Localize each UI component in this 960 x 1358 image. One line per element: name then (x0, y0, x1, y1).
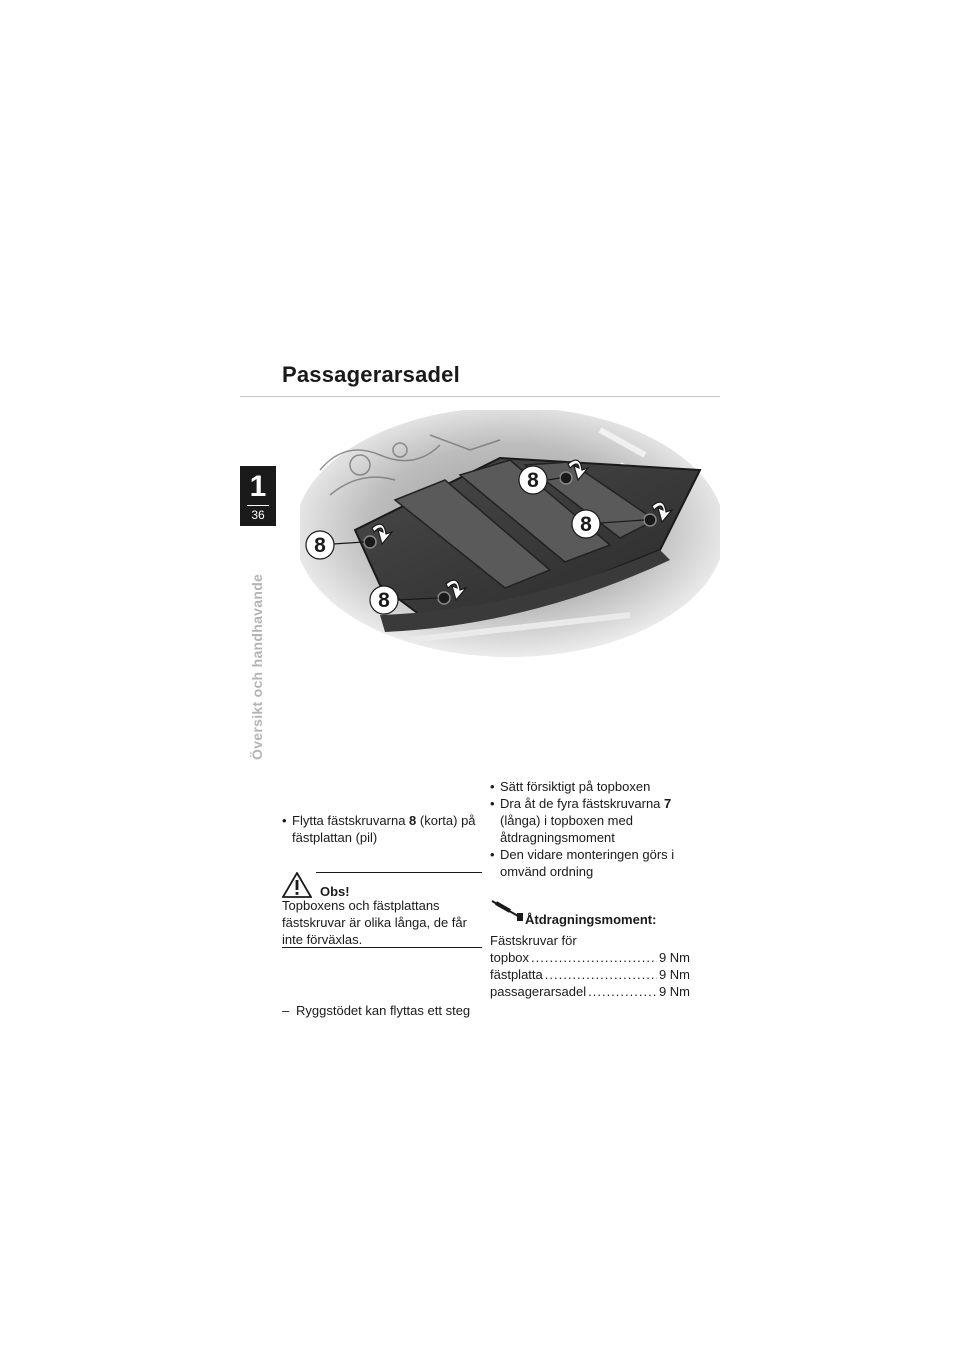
note-box (282, 870, 482, 948)
torque-wrench-icon (490, 898, 528, 924)
note-title: Obs! (320, 884, 350, 899)
title-divider (240, 396, 720, 397)
luggage-rack-photo (300, 410, 720, 665)
svg-text:8: 8 (314, 534, 326, 557)
page-title: Passagerarsadel (282, 362, 460, 387)
torque-title: Åtdragningsmoment: (525, 912, 657, 927)
chapter-tab (240, 466, 276, 526)
screw-ref-7: 7 (664, 796, 672, 811)
instruction-move-screws: • Flytta fästskruvarna 8 (korta) på fästplattan (pil) (282, 812, 492, 846)
page-number: 36 (251, 508, 265, 522)
note-bottom-rule (282, 947, 482, 948)
svg-text:8: 8 (378, 589, 390, 612)
list-item: • Sätt försiktigt på topboxen (490, 778, 700, 795)
torque-row: topbox ..... 9 Nm (490, 949, 690, 966)
list-item: • Den vidare monteringen görs i omvänd ordning (490, 846, 700, 880)
torque-row: fästplatta ..... 9 Nm (490, 966, 690, 983)
torque-table (490, 949, 690, 1000)
torque-intro: Fästskruvar för (490, 933, 577, 948)
chapter-number: 1 (249, 470, 267, 503)
callout-8-top (519, 466, 547, 494)
screw-ref-8: 8 (409, 813, 417, 828)
callout-8-right (572, 510, 600, 538)
list-item: • Dra åt de fyra fästskruvarna 7 (långa) i topboxen med åtdragningsmoment (490, 795, 700, 846)
instruction-backrest: – Ryggstödet kan flyttas ett steg (282, 1002, 496, 1019)
callout-8-left (306, 531, 334, 559)
callout-8-bottom (370, 586, 398, 614)
warning-icon (282, 872, 312, 898)
chapter-side-label: Översikt och handhavande (249, 573, 265, 760)
note-top-rule (316, 872, 482, 873)
note-text: Topboxens och fästplattans fästskruvar är olika långa, de får inte förväxlas. (282, 898, 467, 947)
svg-text:8: 8 (527, 469, 539, 492)
instruction-list (490, 778, 700, 880)
torque-row: passagerarsadel ..... 9 Nm (490, 983, 690, 1000)
chapter-divider (247, 505, 269, 506)
svg-text:8: 8 (580, 513, 592, 536)
